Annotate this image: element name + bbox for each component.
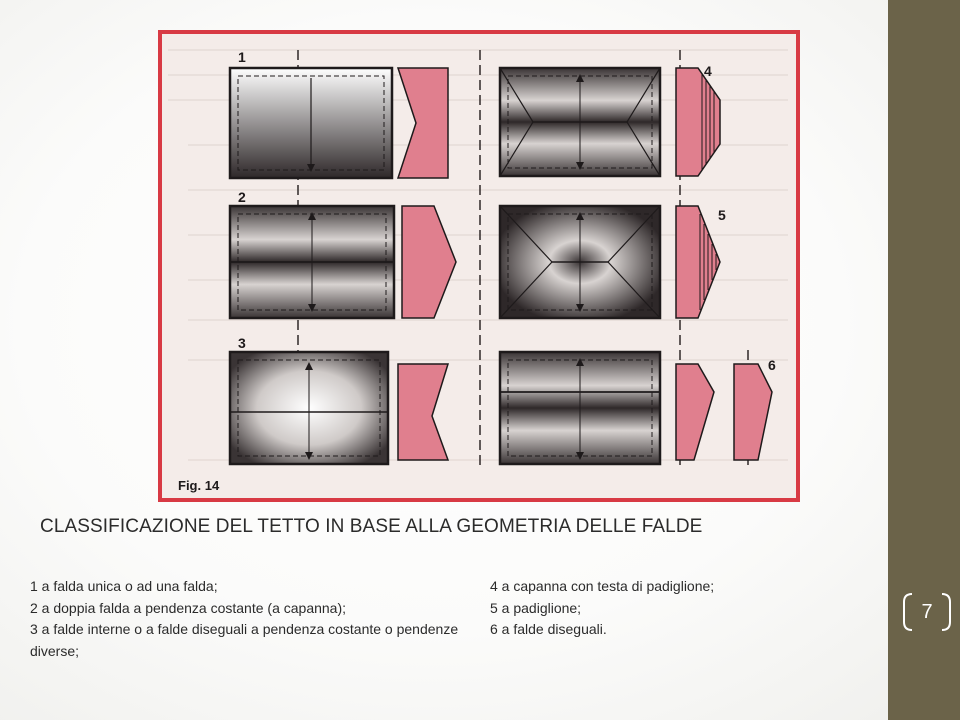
legend-item: 2 a doppia falda a pendenza costante (a capanna); xyxy=(30,599,347,616)
slide-title: CLASSIFICAZIONE DEL TETTO IN BASE ALLA GEOMETRIA DELLE FALDE xyxy=(40,516,703,537)
legend-item: 6 a falde diseguali. xyxy=(490,621,607,637)
roof-plan-3 xyxy=(230,352,388,464)
page-number-badge xyxy=(902,592,952,632)
figure-label: Fig. 14 xyxy=(178,478,220,493)
figure-number-6: 6 xyxy=(768,357,776,373)
legend-left xyxy=(30,576,480,662)
figure-number-1: 1 xyxy=(238,49,246,65)
legend-item: 5 a padiglione; xyxy=(490,599,582,616)
roof-plan-6 xyxy=(500,352,660,464)
figure-number-3: 3 xyxy=(238,335,246,351)
roof-types-figure xyxy=(158,30,800,502)
roof-plan-1 xyxy=(230,68,392,178)
roof-plan-2 xyxy=(230,206,394,318)
legend-item: 3 a falde interne o a falde diseguali a pendenza costante o pendenze diverse; xyxy=(30,621,459,659)
roof-plan-5 xyxy=(500,206,660,318)
legend-item: 1 a falda unica o ad una falda; xyxy=(30,578,218,594)
figure-number-2: 2 xyxy=(238,189,246,205)
legend-item: 4 a capanna con testa di padiglione; xyxy=(490,578,715,594)
roof-plan-4 xyxy=(500,68,660,176)
figure-number-4: 4 xyxy=(704,63,712,79)
page-number: 7 xyxy=(921,601,933,623)
figure-number-5: 5 xyxy=(718,207,726,223)
legend-right xyxy=(490,576,870,641)
